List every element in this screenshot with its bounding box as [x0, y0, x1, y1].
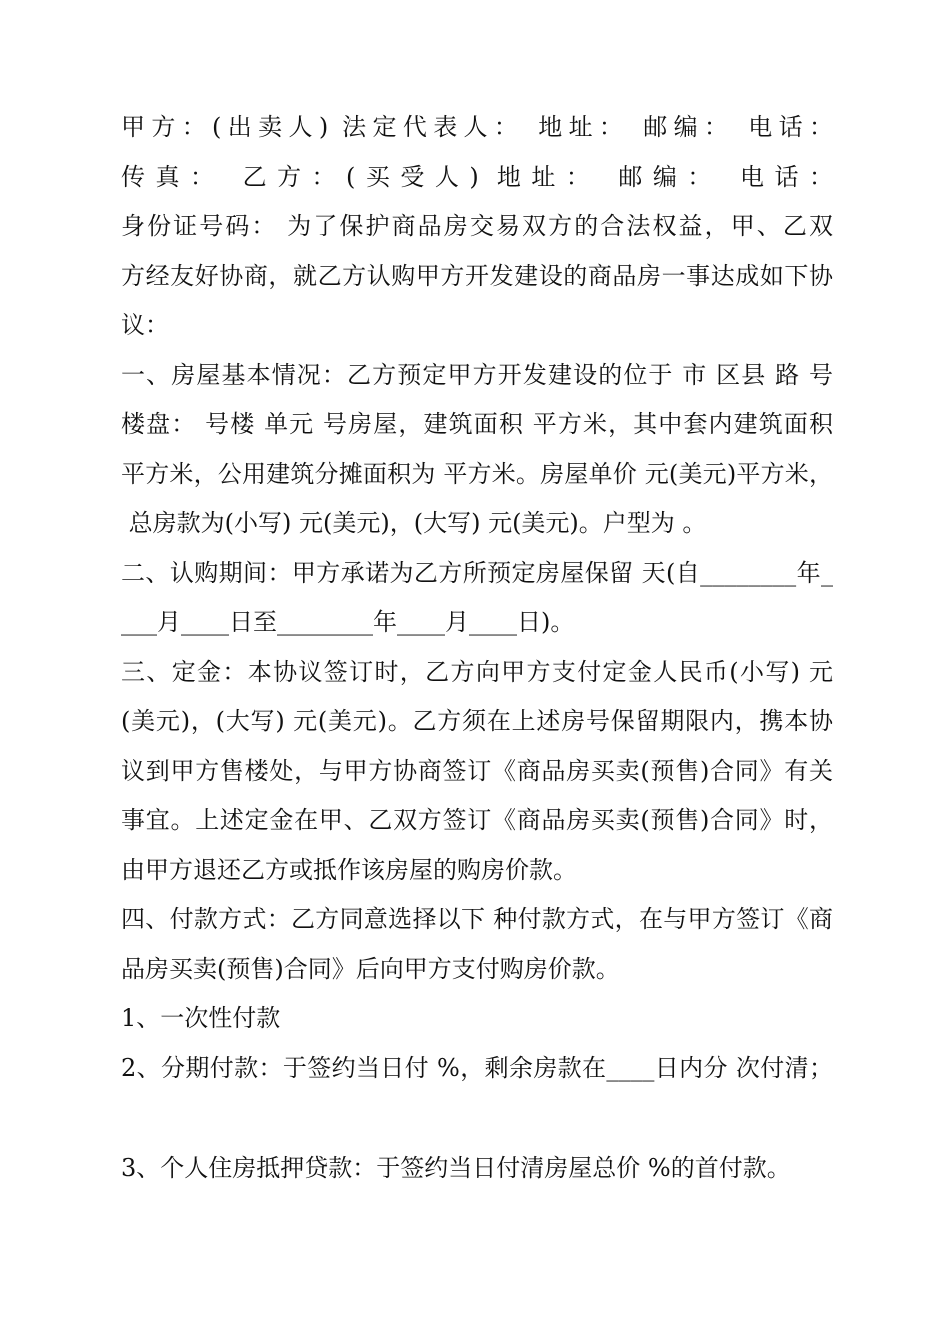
payment-option-3: 3、个人住房抵押贷款：于签约当日付清房屋总价 %的首付款。 — [121, 1154, 791, 1182]
clause-1-line-2: 楼盘： 号楼 单元 号房屋，建筑面积 平方米，其中套内建筑面积 — [121, 410, 833, 438]
clause-3-line-5: 由甲方退还乙方或抵作该房屋的购房价款。 — [121, 855, 577, 884]
paragraph-gap — [121, 1093, 833, 1144]
preamble-line-1: 身份证号码： 为了保护商品房交易双方的合法权益，甲、乙双 — [121, 212, 833, 240]
payment-option-1: 1、一次性付款 — [121, 1004, 281, 1032]
document-body — [121, 103, 833, 1194]
clause-1-line-4: 总房款为(小写) 元(美元)，(大写) 元(美元)。户型为 。 — [121, 509, 707, 537]
clause-3-line-3: 议到甲方售楼处，与甲方协商签订《商品房买卖(预售)合同》有关 — [121, 756, 833, 785]
party-a-line: 甲方：(出卖人) 法定代表人： 地址： 邮编： 电话： — [121, 113, 833, 141]
party-b-line: 传真： 乙方：(买受人) 地址： 邮编： 电话： — [121, 162, 833, 191]
clause-3-line-1: 三、定金：本协议签订时，乙方向甲方支付定金人民币(小写) 元 — [121, 657, 833, 686]
clause-3-line-2: (美元)，(大写) 元(美元)。乙方须在上述房号保留期限内，携本协 — [121, 707, 833, 735]
clause-3-line-4: 事宜。上述定金在甲、乙双方签订《商品房买卖(预售)合同》时， — [121, 806, 833, 834]
clause-2-line-2: ___月____日至________年____月____日)。 — [121, 608, 575, 636]
preamble-line-3: 议： — [121, 311, 169, 339]
clause-1-line-1: 一、房屋基本情况：乙方预定甲方开发建设的位于 市 区县 路 号 — [121, 360, 833, 389]
payment-option-2: 2、分期付款：于签约当日付 %，剩余房款在____日内分 次付清； — [121, 1053, 833, 1082]
clause-1-line-3: 平方米，公用建筑分摊面积为 平方米。房屋单价 元(美元)平方米， — [121, 459, 833, 488]
clause-4-line-2: 品房买卖(预售)合同》后向甲方支付购房价款。 — [121, 954, 620, 983]
clause-2-line-1: 二、认购期间：甲方承诺为乙方所预定房屋保留 天(自________年_ — [121, 558, 833, 587]
clause-4-line-1: 四、付款方式：乙方同意选择以下 种付款方式，在与甲方签订《商 — [121, 905, 833, 933]
preamble-line-2: 方经友好协商，就乙方认购甲方开发建设的商品房一事达成如下协 — [121, 261, 833, 290]
